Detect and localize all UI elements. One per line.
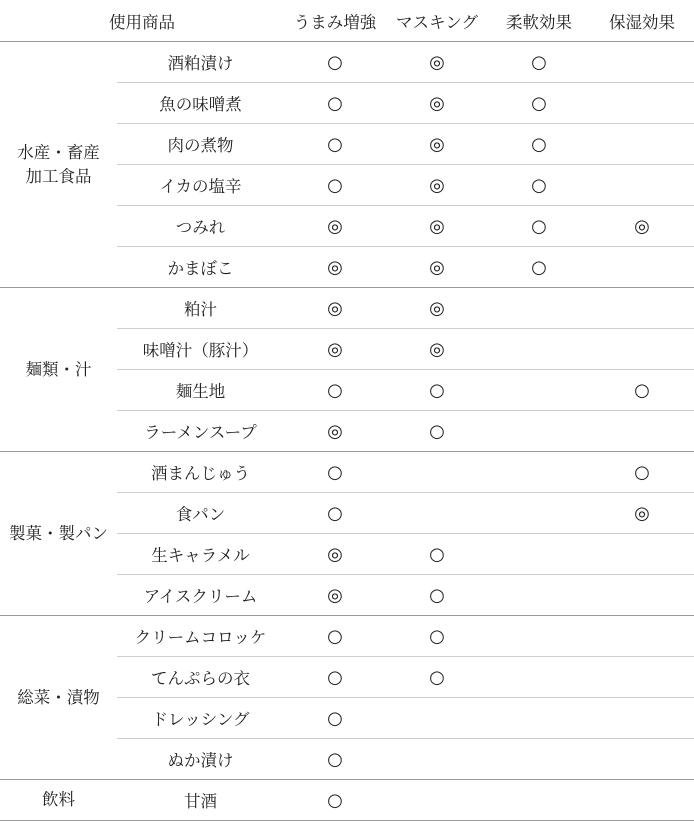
effect-mark [386, 288, 488, 329]
category-label: 飲料 [42, 790, 75, 809]
circle-mark: ○ [327, 625, 343, 647]
double-circle-mark: ◎ [327, 420, 343, 442]
circle-mark: ○ [429, 379, 445, 401]
double-circle-mark: ◎ [634, 215, 650, 237]
effect-mark [284, 575, 386, 616]
product-name: つみれ [117, 206, 284, 247]
double-circle-mark: ◎ [429, 174, 445, 196]
category-label: 製菓・製パン [9, 523, 108, 543]
category-label: 総菜・漬物 [17, 687, 100, 707]
effect-mark [386, 206, 488, 247]
effect-mark [590, 329, 694, 370]
effect-mark [386, 739, 488, 780]
double-circle-mark: ◎ [327, 215, 343, 237]
effect-mark [284, 534, 386, 575]
effect-mark [284, 247, 386, 288]
effect-mark [590, 575, 694, 616]
table-body [0, 42, 694, 821]
effect-mark [488, 493, 590, 534]
product-name: ラーメンスープ [117, 411, 284, 452]
effect-mark [590, 739, 694, 780]
effect-mark [386, 165, 488, 206]
effect-mark [386, 370, 488, 411]
circle-mark: ○ [327, 666, 343, 688]
product-name: 酒まんじゅう [117, 452, 284, 493]
header-effect-softening: 柔軟効果 [488, 0, 590, 42]
effect-mark [386, 575, 488, 616]
category-label: 水産・畜産 [17, 142, 100, 162]
effect-mark [590, 698, 694, 739]
product-name: かまぼこ [117, 247, 284, 288]
effect-mark [488, 739, 590, 780]
effect-mark [386, 698, 488, 739]
circle-mark: ○ [531, 133, 547, 155]
product-name: 味噌汁（豚汁） [117, 329, 284, 370]
category-cell [0, 288, 117, 452]
effect-mark [386, 657, 488, 698]
effect-mark [488, 42, 590, 83]
effect-mark [284, 493, 386, 534]
category-cell [0, 616, 117, 780]
circle-mark: ○ [327, 92, 343, 114]
product-name: アイスクリーム [117, 575, 284, 616]
effect-mark [590, 780, 694, 821]
product-name: 魚の味噌煮 [117, 83, 284, 124]
category-cell [0, 42, 117, 288]
effect-mark [284, 370, 386, 411]
effect-mark [590, 452, 694, 493]
effect-mark [590, 534, 694, 575]
effect-mark [386, 616, 488, 657]
effect-mark [284, 657, 386, 698]
header-effect-masking: マスキング [386, 0, 488, 42]
effect-mark [284, 329, 386, 370]
circle-mark: ○ [327, 461, 343, 483]
effect-mark [488, 534, 590, 575]
circle-mark: ○ [429, 625, 445, 647]
double-circle-mark: ◎ [327, 543, 343, 565]
product-name: 酒粕漬け [117, 42, 284, 83]
product-name: 甘酒 [117, 780, 284, 821]
double-circle-mark: ◎ [634, 502, 650, 524]
double-circle-mark: ◎ [327, 584, 343, 606]
circle-mark: ○ [429, 584, 445, 606]
effect-mark [386, 493, 488, 534]
effect-mark [590, 247, 694, 288]
effect-mark [590, 411, 694, 452]
circle-mark: ○ [327, 51, 343, 73]
double-circle-mark: ◎ [327, 297, 343, 319]
effect-mark [488, 657, 590, 698]
product-name: ぬか漬け [117, 739, 284, 780]
effect-mark [488, 698, 590, 739]
table-row [0, 616, 694, 657]
double-circle-mark: ◎ [429, 256, 445, 278]
effect-mark [488, 124, 590, 165]
product-name: 肉の煮物 [117, 124, 284, 165]
product-name: 麺生地 [117, 370, 284, 411]
effect-mark [590, 370, 694, 411]
circle-mark: ○ [327, 789, 343, 811]
header-row [0, 0, 694, 42]
effect-mark [284, 83, 386, 124]
effect-mark [284, 42, 386, 83]
product-name: イカの塩辛 [117, 165, 284, 206]
effect-mark [386, 247, 488, 288]
effect-mark [284, 739, 386, 780]
circle-mark: ○ [634, 379, 650, 401]
double-circle-mark: ◎ [327, 256, 343, 278]
circle-mark: ○ [531, 51, 547, 73]
effect-mark [488, 370, 590, 411]
double-circle-mark: ◎ [327, 338, 343, 360]
circle-mark: ○ [429, 420, 445, 442]
effect-mark [488, 452, 590, 493]
effect-mark [284, 452, 386, 493]
effect-mark [488, 780, 590, 821]
circle-mark: ○ [634, 461, 650, 483]
circle-mark: ○ [531, 92, 547, 114]
effect-mark [284, 206, 386, 247]
effect-mark [386, 329, 488, 370]
double-circle-mark: ◎ [429, 92, 445, 114]
product-name: 食パン [117, 493, 284, 534]
circle-mark: ○ [429, 543, 445, 565]
double-circle-mark: ◎ [429, 51, 445, 73]
circle-mark: ○ [531, 174, 547, 196]
double-circle-mark: ◎ [429, 133, 445, 155]
circle-mark: ○ [327, 379, 343, 401]
circle-mark: ○ [429, 666, 445, 688]
effect-mark [284, 411, 386, 452]
circle-mark: ○ [327, 174, 343, 196]
double-circle-mark: ◎ [429, 215, 445, 237]
effect-mark [590, 657, 694, 698]
table-row [0, 288, 694, 329]
effect-mark [284, 165, 386, 206]
effect-mark [284, 780, 386, 821]
product-name: 生キャラメル [117, 534, 284, 575]
effect-mark [386, 534, 488, 575]
effect-mark [590, 493, 694, 534]
effect-mark [488, 575, 590, 616]
table-row [0, 780, 694, 821]
effect-mark [488, 329, 590, 370]
category-label: 麺類・汁 [25, 359, 92, 379]
effect-mark [386, 411, 488, 452]
effect-mark [386, 42, 488, 83]
effect-mark [488, 616, 590, 657]
product-name: ドレッシング [117, 698, 284, 739]
effect-mark [386, 780, 488, 821]
effect-mark [284, 698, 386, 739]
effect-mark [386, 83, 488, 124]
double-circle-mark: ◎ [429, 338, 445, 360]
table-row [0, 42, 694, 83]
effect-mark [284, 616, 386, 657]
header-usage: 使用商品 [0, 0, 284, 42]
effect-mark [488, 411, 590, 452]
effect-mark [488, 206, 590, 247]
effect-mark [488, 83, 590, 124]
effect-mark [488, 288, 590, 329]
header-effect-moisture: 保湿効果 [590, 0, 694, 42]
effect-mark [590, 42, 694, 83]
product-name: てんぷらの衣 [117, 657, 284, 698]
circle-mark: ○ [327, 748, 343, 770]
effect-mark [590, 616, 694, 657]
effect-mark [284, 288, 386, 329]
effect-mark [590, 165, 694, 206]
effect-mark [590, 206, 694, 247]
double-circle-mark: ◎ [429, 297, 445, 319]
effect-mark [590, 124, 694, 165]
circle-mark: ○ [327, 707, 343, 729]
circle-mark: ○ [531, 215, 547, 237]
product-name: 粕汁 [117, 288, 284, 329]
effect-mark [488, 165, 590, 206]
category-cell [0, 452, 117, 616]
effect-mark [386, 452, 488, 493]
circle-mark: ○ [327, 133, 343, 155]
effect-mark [284, 124, 386, 165]
effect-mark [386, 124, 488, 165]
header-effect-umami: うまみ増強 [284, 0, 386, 42]
effect-mark [488, 247, 590, 288]
table-row [0, 452, 694, 493]
product-name: クリームコロッケ [117, 616, 284, 657]
circle-mark: ○ [531, 256, 547, 278]
circle-mark: ○ [327, 502, 343, 524]
category-cell [0, 780, 117, 821]
category-label: 加工食品 [25, 166, 92, 186]
effect-mark [590, 83, 694, 124]
effect-mark [590, 288, 694, 329]
